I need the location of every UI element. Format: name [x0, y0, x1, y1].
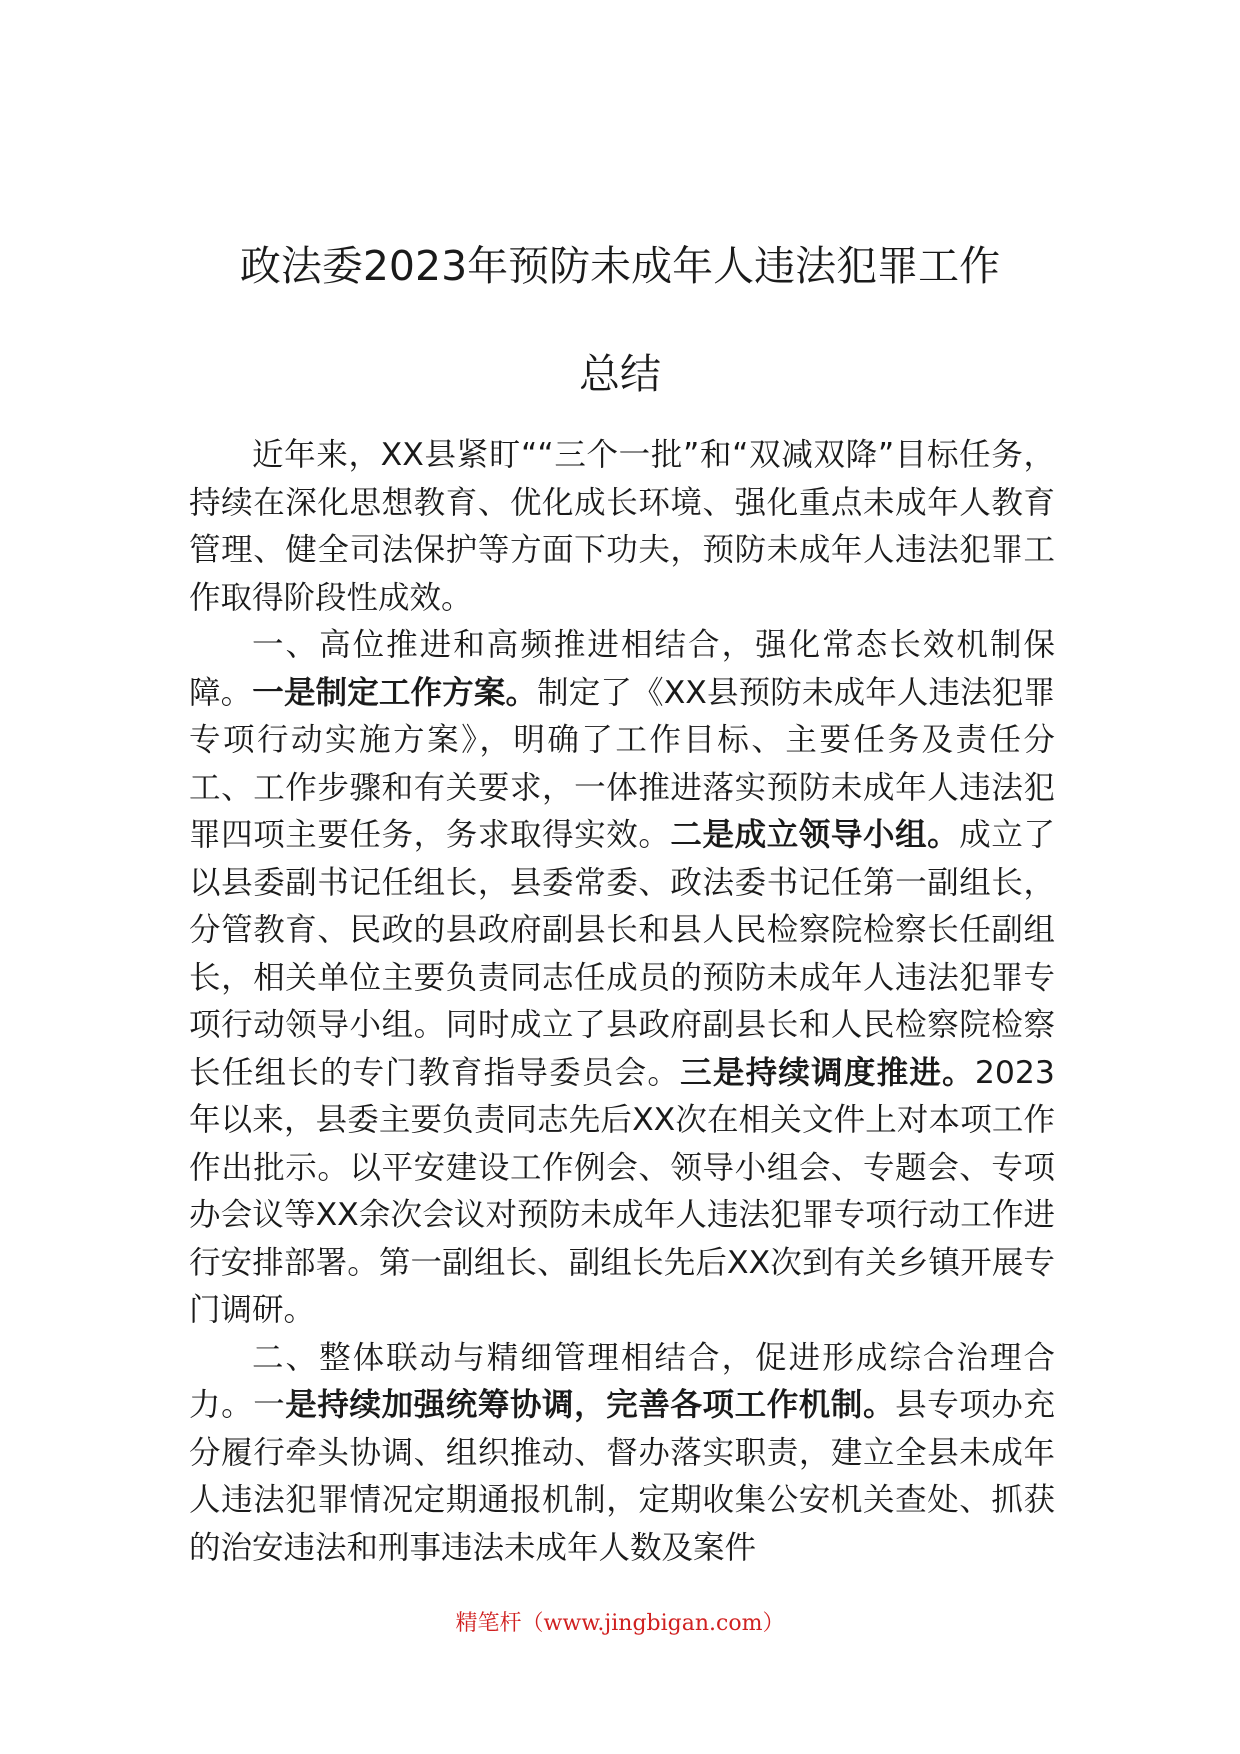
section-1-point-1-text: 制定了《XX县预防未成年人违法犯罪专项行动实施方案》，明确了工作目标、主要任务及责任分工、工作步骤和有关要求，一体推进落实预防未成年人违法犯罪四项主要任务，务求取得实效。: [189, 674, 1055, 853]
section-1-point-3-title: 三是持续调度推进。: [680, 1054, 975, 1091]
section-2-point-1-text: 县专项办充分履行牵头协调、组织推动、督办落实职责，建立全县未成年人违法犯罪情况定期通报机制，定期收集公安机关查处、抓获的治安违法和刑事违法未成年人数及案件: [189, 1387, 1055, 1566]
section-2-heading: 二、整体联动与精细管理相结合，促进形成综合治理合力。一: [189, 1339, 1055, 1423]
title-line-2: 总结: [579, 350, 661, 398]
section-1-point-2-title: 二是成立领导小组。: [670, 817, 960, 853]
section-1-heading: 一、高位推进和高频推进相结合，强化常态长效机制保障。: [189, 627, 1055, 711]
section-1-point-3-text: 2023年以来，县委主要负责同志先后XX次在相关文件上对本项工作作出批示。以平安建设工作例会、领导小组会、专题会、专项办会议等XX余次会议对预防未成年人违法犯罪专项行动工作进行安排部署。第一副组长、副组长先后XX次到有关乡镇开展专门调研。: [189, 1054, 1055, 1328]
paragraph-intro: [189, 432, 1055, 622]
footer-watermark: 精笔杆（www.jingbigan.com）: [455, 1611, 785, 1636]
page-title: [150, 212, 1090, 428]
paragraph-section-1: [189, 622, 1055, 1335]
document-body: [189, 432, 1055, 1572]
paragraph-section-2: [189, 1335, 1055, 1573]
title-line-1: 政法委2023年预防未成年人违法犯罪工作: [239, 242, 1001, 290]
section-2-point-1-title: 是持续加强统筹协调，完善各项工作机制。: [285, 1387, 896, 1423]
paragraph-intro-text: 近年来，XX县紧盯““三个一批”和“双减双降”目标任务，持续在深化思想教育、优化成长环境、强化重点未成年人教育管理、健全司法保护等方面下功夫，预防未成年人违法犯罪工作取得阶段性成效。: [189, 437, 1055, 616]
section-1-point-2-text: 成立了以县委副书记任组长，县委常委、政法委书记任第一副组长，分管教育、民政的县政府副县长和县人民检察院检察长任副组长，相关单位主要负责同志任成员的预防未成年人违法犯罪专项行动领导小组。同时成立了县政府副县长和人民检察院检察长任组长的专门教育指导委员会。: [189, 817, 1055, 1091]
section-1-point-1-title: 一是制定工作方案。: [252, 674, 538, 711]
